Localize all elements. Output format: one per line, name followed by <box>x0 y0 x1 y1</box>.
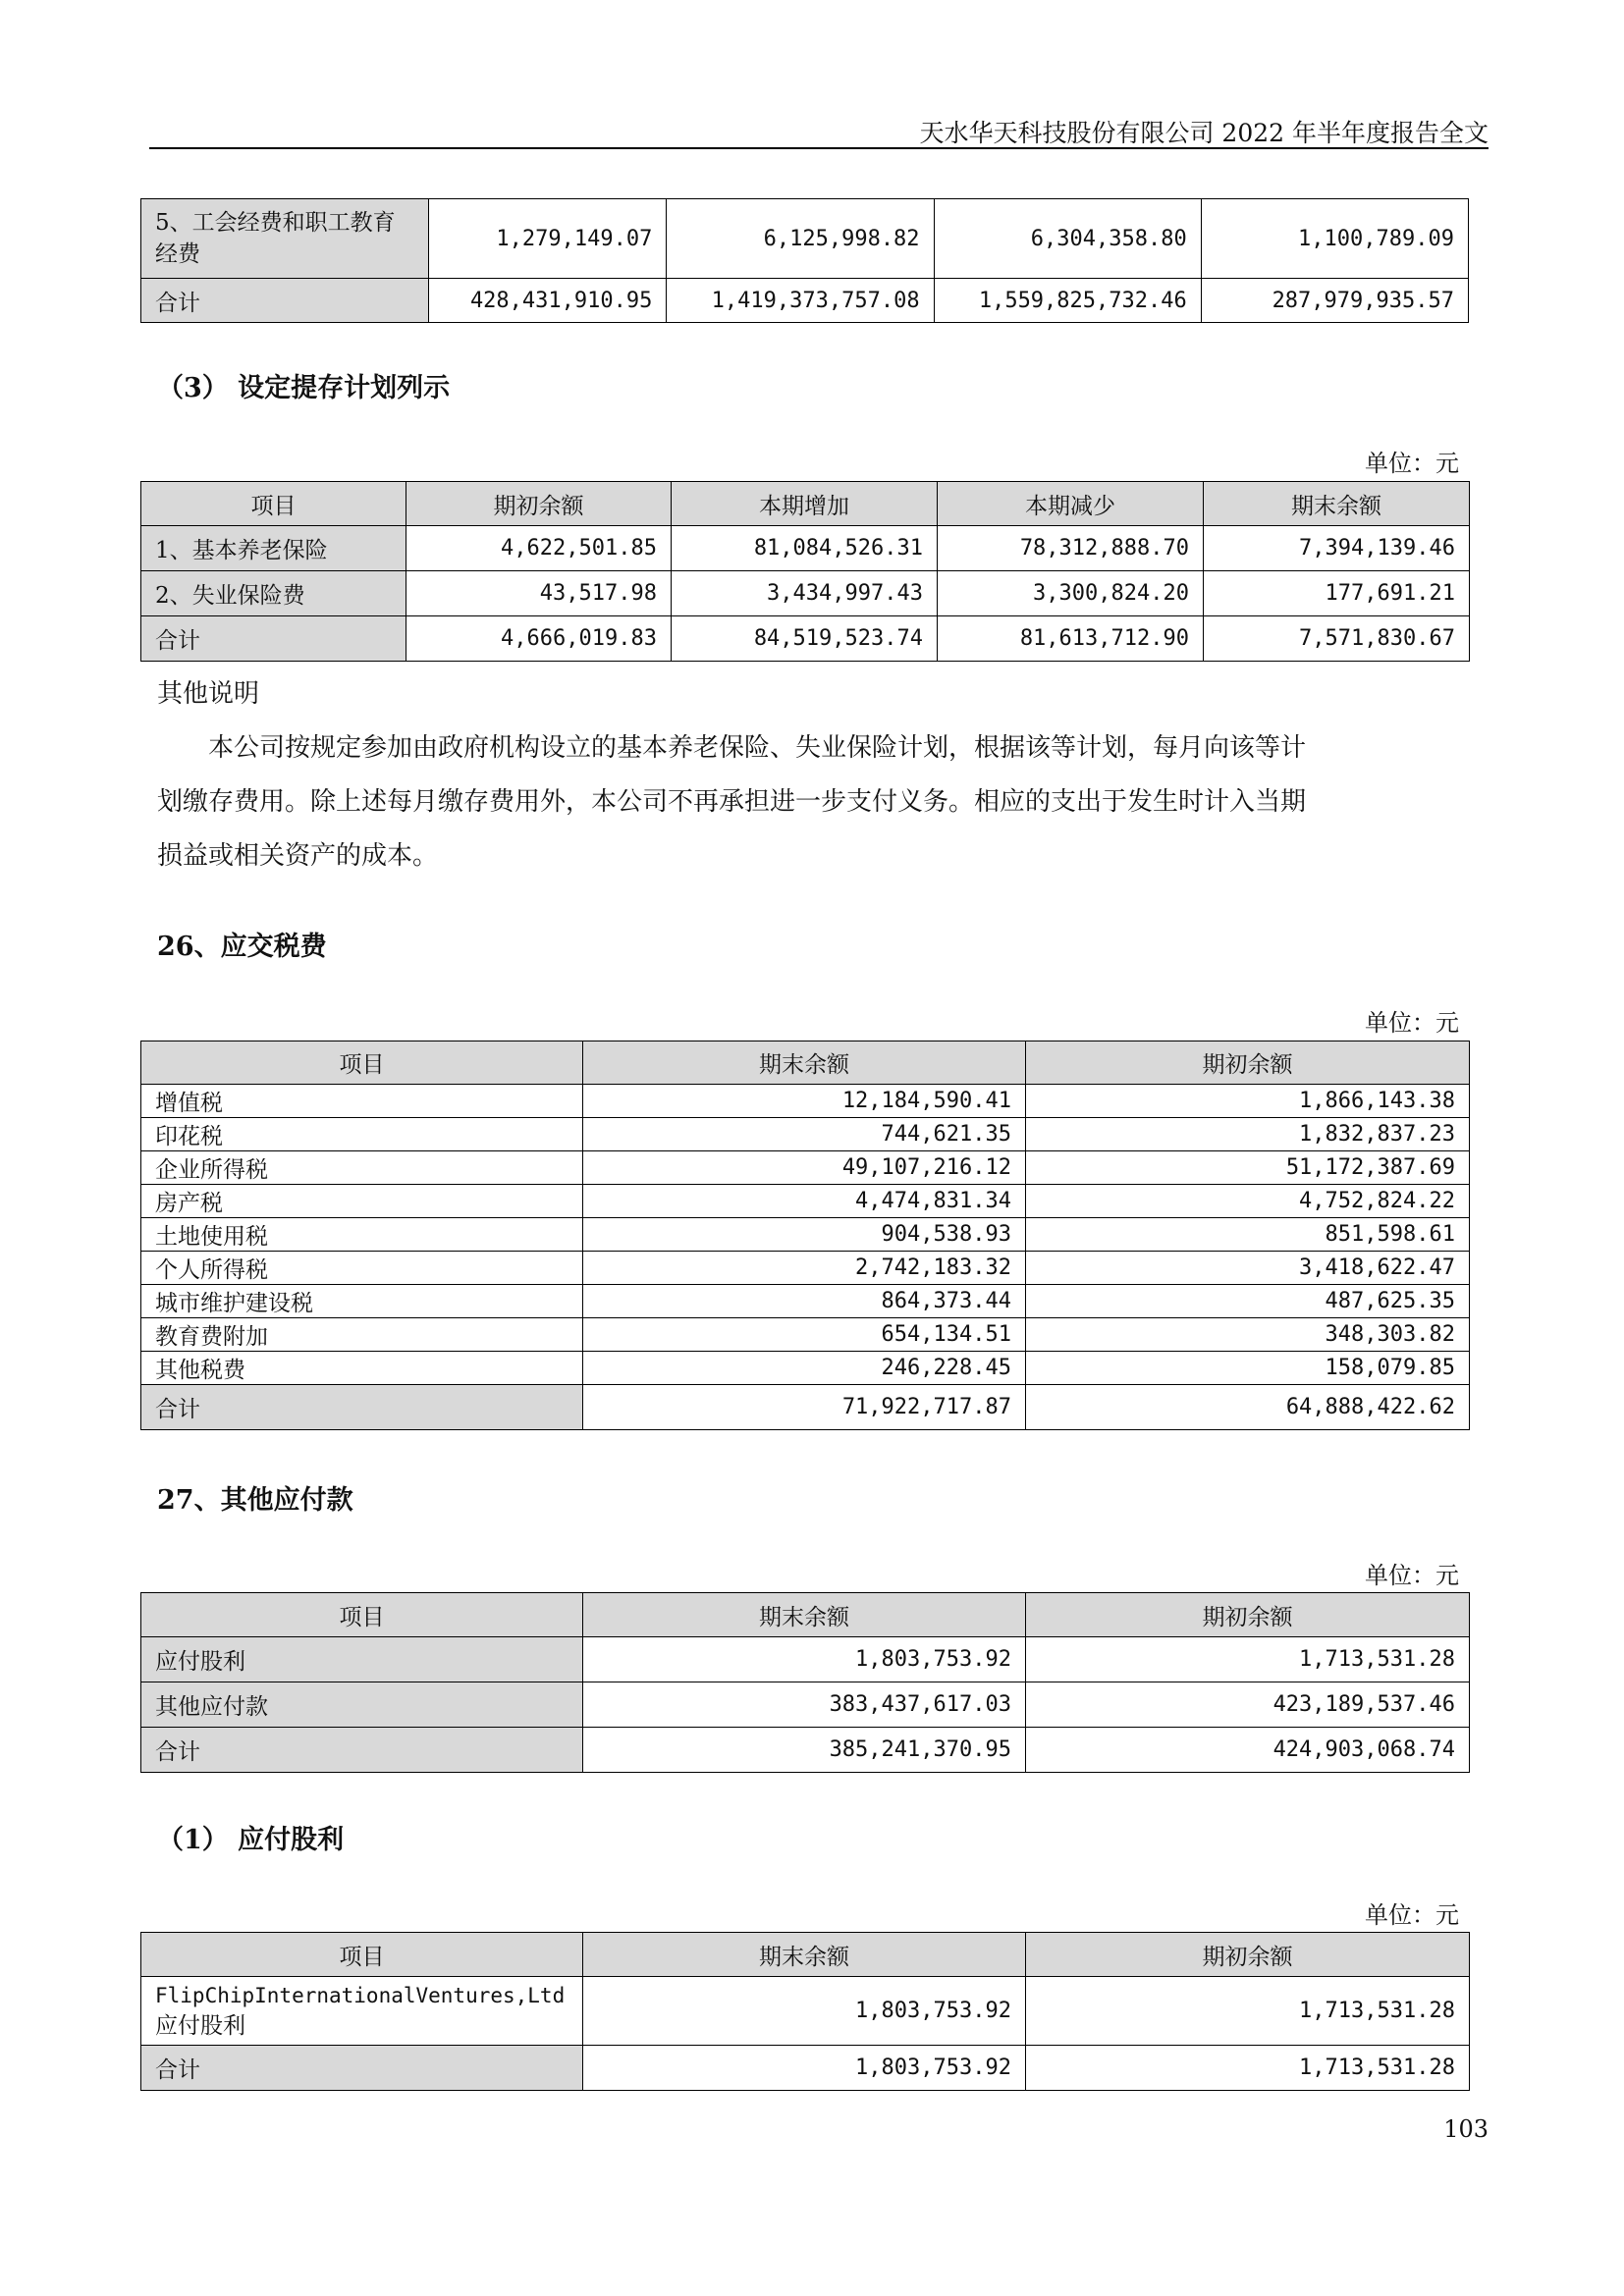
table-row <box>141 279 1469 323</box>
other-payables-table <box>140 1592 1470 1773</box>
unit-label: 单位：元 <box>1365 1009 1459 1037</box>
table-row <box>141 199 1469 279</box>
cell-value: 7,394,139.46 <box>1204 526 1470 571</box>
unit-label: 单位：元 <box>1365 450 1459 477</box>
row-label: 合计 <box>141 1728 583 1773</box>
cell-value: 7,571,830.67 <box>1204 616 1470 662</box>
row-label: 合计 <box>141 279 429 323</box>
cell-value: 864,373.44 <box>583 1285 1026 1318</box>
employee-benefits-continued-table <box>140 198 1469 323</box>
table-row <box>141 1218 1470 1252</box>
column-header: 期末余额 <box>583 1933 1026 1977</box>
cell-value: 81,613,712.90 <box>938 616 1204 662</box>
column-header: 期初余额 <box>1026 1593 1470 1637</box>
report-header-title: 天水华天科技股份有限公司 2022 年半年度报告全文 <box>919 119 1489 147</box>
cell-value: 423,189,537.46 <box>1026 1682 1470 1728</box>
column-header: 项目 <box>141 1933 583 1977</box>
cell-value: 64,888,422.62 <box>1026 1385 1470 1430</box>
cell-value: 428,431,910.95 <box>429 279 667 323</box>
cell-value: 4,622,501.85 <box>406 526 672 571</box>
cell-value: 49,107,216.12 <box>583 1151 1026 1185</box>
cell-value: 1,100,789.09 <box>1201 199 1468 279</box>
cell-value: 744,621.35 <box>583 1118 1026 1151</box>
cell-value: 12,184,590.41 <box>583 1085 1026 1118</box>
column-header: 期初余额 <box>1026 1933 1470 1977</box>
row-label: 其他应付款 <box>141 1682 583 1728</box>
table-header-row <box>141 1933 1470 1977</box>
column-header: 期末余额 <box>1204 482 1470 526</box>
unit-label: 单位：元 <box>1365 1562 1459 1589</box>
table-row <box>141 571 1470 616</box>
row-label: 合计 <box>141 616 406 662</box>
row-label: 个人所得税 <box>141 1252 583 1285</box>
row-label-line1: FlipChipInternationalVentures,Ltd <box>155 1983 566 2007</box>
row-label: 合计 <box>141 2046 583 2091</box>
row-label-line2: 应付股利 <box>155 2012 245 2039</box>
row-label: 5、工会经费和职工教育经费 <box>141 199 429 279</box>
cell-value: 71,922,717.87 <box>583 1385 1026 1430</box>
cell-value: 6,304,358.80 <box>934 199 1201 279</box>
table-row <box>141 1318 1470 1352</box>
section-heading-other-payables: 27、其他应付款 <box>157 1485 353 1516</box>
table-row <box>141 1151 1470 1185</box>
cell-value: 1,279,149.07 <box>429 199 667 279</box>
column-header: 项目 <box>141 1041 583 1085</box>
cell-value: 1,713,531.28 <box>1026 1977 1470 2046</box>
table-row <box>141 2046 1470 2091</box>
cell-value: 904,538.93 <box>583 1218 1026 1252</box>
row-label <box>141 1977 583 2046</box>
cell-value: 287,979,935.57 <box>1201 279 1468 323</box>
note-title: 其他说明 <box>157 679 260 709</box>
page-number: 103 <box>1443 2115 1489 2143</box>
cell-value: 51,172,387.69 <box>1026 1151 1470 1185</box>
cell-value: 158,079.85 <box>1026 1352 1470 1385</box>
column-header: 期末余额 <box>583 1041 1026 1085</box>
row-label: 印花税 <box>141 1118 583 1151</box>
cell-value: 4,474,831.34 <box>583 1185 1026 1218</box>
cell-value: 3,434,997.43 <box>672 571 938 616</box>
table-row <box>141 1118 1470 1151</box>
table-row <box>141 1385 1470 1430</box>
table-row <box>141 1285 1470 1318</box>
cell-value: 4,752,824.22 <box>1026 1185 1470 1218</box>
row-label: 1、基本养老保险 <box>141 526 406 571</box>
cell-value: 2,742,183.32 <box>583 1252 1026 1285</box>
cell-value: 383,437,617.03 <box>583 1682 1026 1728</box>
cell-value: 654,134.51 <box>583 1318 1026 1352</box>
cell-value: 1,803,753.92 <box>583 2046 1026 2091</box>
row-label: 合计 <box>141 1385 583 1430</box>
table-row <box>141 1728 1470 1773</box>
table-row <box>141 1352 1470 1385</box>
cell-value: 1,713,531.28 <box>1026 2046 1470 2091</box>
cell-value: 3,300,824.20 <box>938 571 1204 616</box>
row-label: 房产税 <box>141 1185 583 1218</box>
cell-value: 43,517.98 <box>406 571 672 616</box>
cell-value: 78,312,888.70 <box>938 526 1204 571</box>
dividends-payable-table <box>140 1932 1470 2091</box>
cell-value: 3,418,622.47 <box>1026 1252 1470 1285</box>
row-label: 应付股利 <box>141 1637 583 1682</box>
cell-value: 246,228.45 <box>583 1352 1026 1385</box>
section-heading-dividends-payable: （1） 应付股利 <box>157 1825 345 1855</box>
table-header-row <box>141 482 1470 526</box>
table-row <box>141 1637 1470 1682</box>
cell-value: 1,866,143.38 <box>1026 1085 1470 1118</box>
note-line: 划缴存费用。除上述每月缴存费用外，本公司不再承担进一步支付义务。相应的支出于发生时计入当期 <box>157 787 1307 817</box>
cell-value: 4,666,019.83 <box>406 616 672 662</box>
table-header-row <box>141 1041 1470 1085</box>
section-heading-defined-contribution: （3） 设定提存计划列示 <box>157 373 451 403</box>
cell-value: 1,419,373,757.08 <box>667 279 934 323</box>
cell-value: 348,303.82 <box>1026 1318 1470 1352</box>
column-header: 本期增加 <box>672 482 938 526</box>
cell-value: 177,691.21 <box>1204 571 1470 616</box>
section-heading-taxes-payable: 26、应交税费 <box>157 932 327 962</box>
table-row <box>141 616 1470 662</box>
cell-value: 424,903,068.74 <box>1026 1728 1470 1773</box>
defined-contribution-table <box>140 481 1470 662</box>
cell-value: 1,832,837.23 <box>1026 1118 1470 1151</box>
cell-value: 84,519,523.74 <box>672 616 938 662</box>
header-divider <box>149 147 1489 149</box>
table-row <box>141 526 1470 571</box>
cell-value: 1,803,753.92 <box>583 1637 1026 1682</box>
table-header-row <box>141 1593 1470 1637</box>
column-header: 项目 <box>141 1593 583 1637</box>
column-header: 期初余额 <box>406 482 672 526</box>
row-label: 教育费附加 <box>141 1318 583 1352</box>
row-label: 2、失业保险费 <box>141 571 406 616</box>
table-row <box>141 1085 1470 1118</box>
cell-value: 385,241,370.95 <box>583 1728 1026 1773</box>
cell-value: 6,125,998.82 <box>667 199 934 279</box>
table-row <box>141 1252 1470 1285</box>
row-label: 土地使用税 <box>141 1218 583 1252</box>
column-header: 项目 <box>141 482 406 526</box>
cell-value: 851,598.61 <box>1026 1218 1470 1252</box>
taxes-payable-table <box>140 1041 1470 1430</box>
cell-value: 487,625.35 <box>1026 1285 1470 1318</box>
cell-value: 1,713,531.28 <box>1026 1637 1470 1682</box>
table-row <box>141 1185 1470 1218</box>
row-label: 企业所得税 <box>141 1151 583 1185</box>
column-header: 期初余额 <box>1026 1041 1470 1085</box>
column-header: 期末余额 <box>583 1593 1026 1637</box>
cell-value: 1,559,825,732.46 <box>934 279 1201 323</box>
row-label: 增值税 <box>141 1085 583 1118</box>
row-label: 城市维护建设税 <box>141 1285 583 1318</box>
table-row <box>141 1682 1470 1728</box>
unit-label: 单位：元 <box>1365 1901 1459 1929</box>
cell-value: 81,084,526.31 <box>672 526 938 571</box>
row-label: 其他税费 <box>141 1352 583 1385</box>
table-row <box>141 1977 1470 2046</box>
column-header: 本期减少 <box>938 482 1204 526</box>
cell-value: 1,803,753.92 <box>583 1977 1026 2046</box>
note-line: 损益或相关资产的成本。 <box>157 841 439 871</box>
note-line: 本公司按规定参加由政府机构设立的基本养老保险、失业保险计划，根据该等计划，每月向该等计 <box>208 733 1307 763</box>
